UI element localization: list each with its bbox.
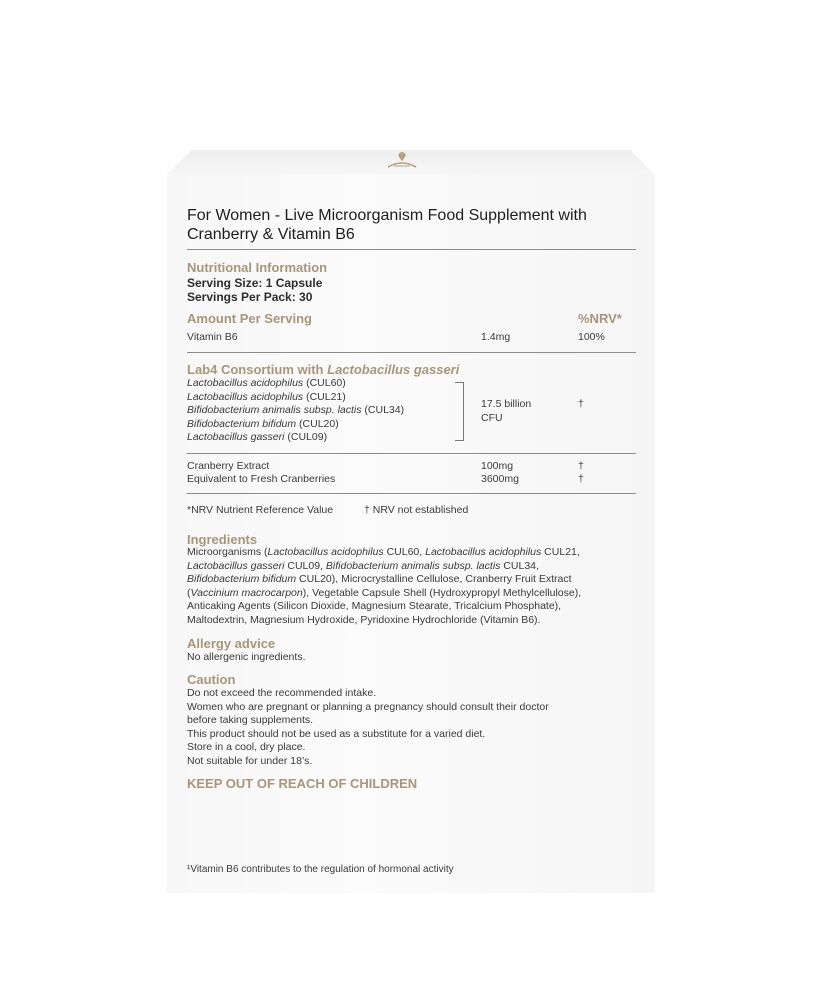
- nutrition-heading: Nutritional Information: [187, 260, 328, 275]
- brand-logo-icon: [384, 149, 420, 169]
- consortium-amount: 17.5 billion CFU: [481, 398, 532, 424]
- divider: [187, 352, 636, 353]
- allergy-text: No allergenic ingredients.: [187, 651, 306, 663]
- serving-size: Serving Size: 1 Capsule: [187, 276, 323, 290]
- nrv-heading: %NRV*: [578, 311, 622, 326]
- vitamin-b6-amount: 1.4mg: [481, 331, 511, 343]
- allergy-heading: Allergy advice: [187, 636, 276, 651]
- list-item: Lactobacillus acidophilus (CUL60): [187, 377, 346, 389]
- product-title: For Women - Live Microorganism Food Supplement with Cranberry & Vitamin B6: [187, 207, 587, 243]
- list-item: Bifidobacterium animalis subsp. lactis (CUL34): [187, 404, 405, 416]
- vitamin-b6-nrv: 100%: [578, 331, 605, 343]
- servings-per-pack: Servings Per Pack: 30: [187, 290, 313, 304]
- divider: [187, 453, 636, 454]
- strain-list: [187, 377, 404, 445]
- cranberry-name: Cranberry Extract: [187, 460, 270, 472]
- amount-heading: Amount Per Serving: [187, 311, 312, 326]
- fresh-cranberry-name: Equivalent to Fresh Cranberries: [187, 473, 336, 485]
- strain-bracket: [455, 382, 464, 441]
- divider: [187, 249, 636, 250]
- cranberry-amount: 100mg: [481, 460, 514, 472]
- child-warning: KEEP OUT OF REACH OF CHILDREN: [187, 776, 418, 791]
- vitamin-b6-name: Vitamin B6: [187, 331, 238, 343]
- list-item: Lactobacillus acidophilus (CUL21): [187, 390, 346, 403]
- consortium-heading: Lab4 Consortium with Lactobacillus gasseri: [187, 362, 460, 377]
- ingredients-heading: Ingredients: [187, 532, 258, 547]
- consortium-nrv: †: [578, 398, 584, 410]
- caution-heading: Caution: [187, 672, 236, 687]
- list-item: Lactobacillus gasseri (CUL09): [187, 431, 328, 443]
- nrv-footnote: *NRV Nutrient Reference Value: [187, 504, 334, 516]
- caution-text: Do not exceed the recommended intake. Women who are pregnant or planning a pregnancy should consult their doctor before taking supplements. This product should not be used as a substitute for a varied diet. Store in a cool, dry place. Not suitable for under 18’s.: [187, 687, 549, 767]
- vitamin-footnote: ¹Vitamin B6 contributes to the regulation of hormonal activity: [187, 864, 454, 875]
- ingredients-text: Microorganisms (Lactobacillus acidophilus CUL60, Lactobacillus acidophilus CUL21, Lactobacillus gasseri CUL09, Bifidobacterium animalis subsp. lactis CUL34, Bifidobacterium bifidum CUL20), Microcrystalline Cellulose, Cranberry Fruit Extract (Vaccinium macrocarpon), Vegetable Capsule Shell (Hydroxypropyl Methylcellulose), Anticaking Agents (Silicon Dioxide, Magnesium Stearate, Tricalcium Phosphate), Maltodextrin, Magnesium Hydroxide, Pyridoxine Hydrochloride (Vitamin B6).: [187, 546, 582, 626]
- fresh-cranberry-nrv: †: [578, 473, 584, 485]
- list-item: Bifidobacterium bifidum (CUL20): [187, 417, 339, 430]
- divider: [187, 493, 636, 494]
- dagger-footnote: † NRV not established: [364, 504, 469, 516]
- cranberry-nrv: †: [578, 460, 584, 472]
- fresh-cranberry-amount: 3600mg: [481, 473, 519, 485]
